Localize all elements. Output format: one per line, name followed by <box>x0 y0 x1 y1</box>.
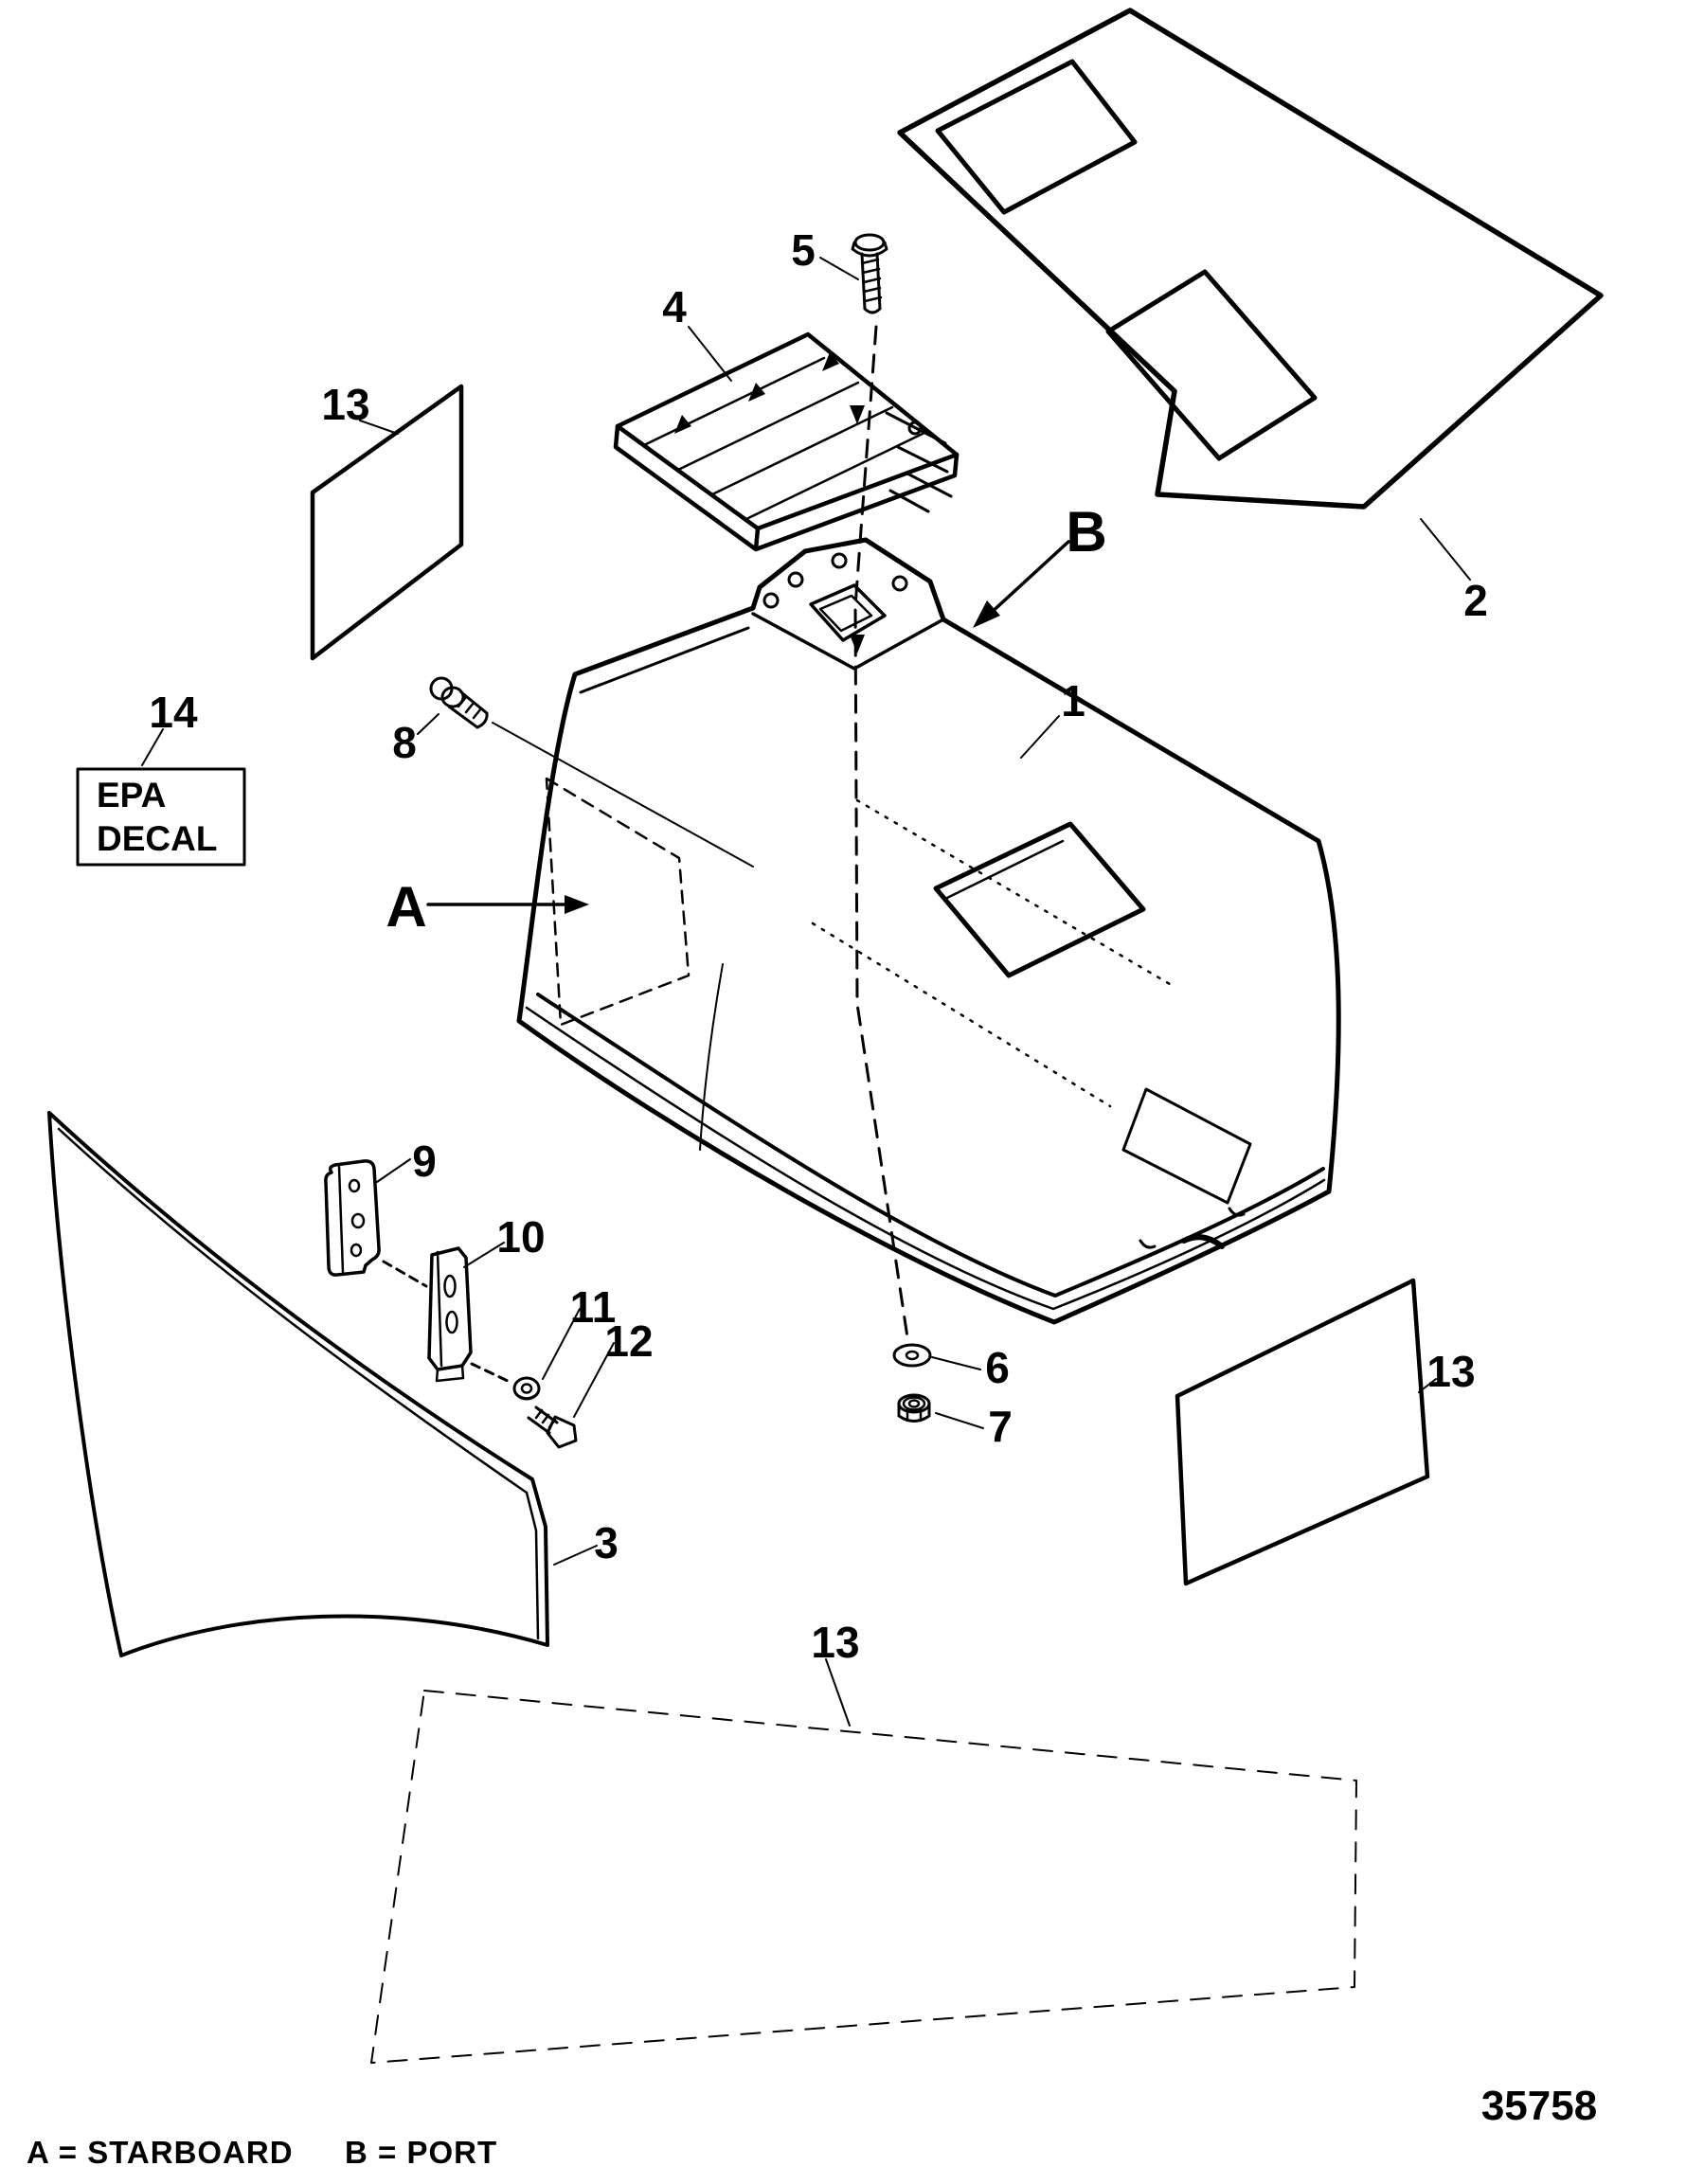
view-label-b: B <box>1066 500 1107 564</box>
callout-5: 5 <box>791 225 816 275</box>
leader-13c <box>826 1659 850 1726</box>
leader-6 <box>932 1357 980 1369</box>
callout-4: 4 <box>662 282 687 331</box>
callout-2: 2 <box>1463 576 1488 625</box>
leader-2 <box>1421 519 1470 580</box>
callout-14: 14 <box>149 688 198 737</box>
legend-port: B = PORT <box>345 2135 498 2170</box>
part-6-washer <box>894 1345 980 1369</box>
centerline-arrow-icon <box>850 635 865 653</box>
part-4-intake-cover <box>616 327 957 549</box>
slot-arrow-icon <box>674 415 691 434</box>
callout-7: 7 <box>988 1402 1013 1451</box>
callout-13-top-left: 13 <box>321 380 370 429</box>
callout-11: 11 <box>569 1282 617 1332</box>
legend-starboard: A = STARBOARD <box>27 2135 294 2170</box>
part-13-decal-bottom <box>371 1659 1356 2063</box>
callout-1: 1 <box>1061 676 1085 725</box>
part-12-bolt <box>529 1343 614 1447</box>
part-8-screw <box>418 678 487 734</box>
arrow-down-left-icon <box>973 600 1000 628</box>
leader-1 <box>1021 716 1059 758</box>
arrow-right-icon <box>565 895 589 914</box>
part-2-top-decal <box>900 10 1601 580</box>
part-10-bracket <box>429 1243 504 1381</box>
callout-3: 3 <box>594 1518 619 1567</box>
view-arrow-b <box>973 542 1068 628</box>
leader-7 <box>936 1413 983 1428</box>
part-9-bracket <box>326 1159 410 1275</box>
callout-8: 8 <box>392 718 417 767</box>
part-1-cowl <box>493 540 1338 1322</box>
part-13-decal-right <box>1177 1280 1436 1584</box>
part-7-locknut <box>899 1395 983 1428</box>
callout-9: 9 <box>412 1137 437 1186</box>
leader-5 <box>820 258 858 279</box>
leader-8 <box>418 714 439 734</box>
part-14-epa-decal <box>78 729 244 865</box>
view-arrow-a <box>428 895 589 914</box>
drawing-number: 35758 <box>1480 2083 1598 2129</box>
callout-13-right: 13 <box>1426 1347 1476 1396</box>
leader-4 <box>689 327 731 381</box>
epa-decal-line2: DECAL <box>97 819 218 858</box>
leader-3 <box>554 1546 597 1565</box>
epa-decal-line1: EPA <box>97 776 167 815</box>
callout-6: 6 <box>985 1343 1010 1392</box>
part-5-screw <box>820 235 887 313</box>
bracket-connector-line <box>384 1262 426 1286</box>
callout-12: 12 <box>604 1316 654 1366</box>
callout-13-bottom: 13 <box>811 1618 860 1667</box>
slot-arrow-icon <box>748 383 765 402</box>
callout-10: 10 <box>496 1212 546 1262</box>
view-label-a: A <box>386 875 427 939</box>
leader-9 <box>377 1159 410 1182</box>
bracket-connector-line <box>472 1364 511 1383</box>
